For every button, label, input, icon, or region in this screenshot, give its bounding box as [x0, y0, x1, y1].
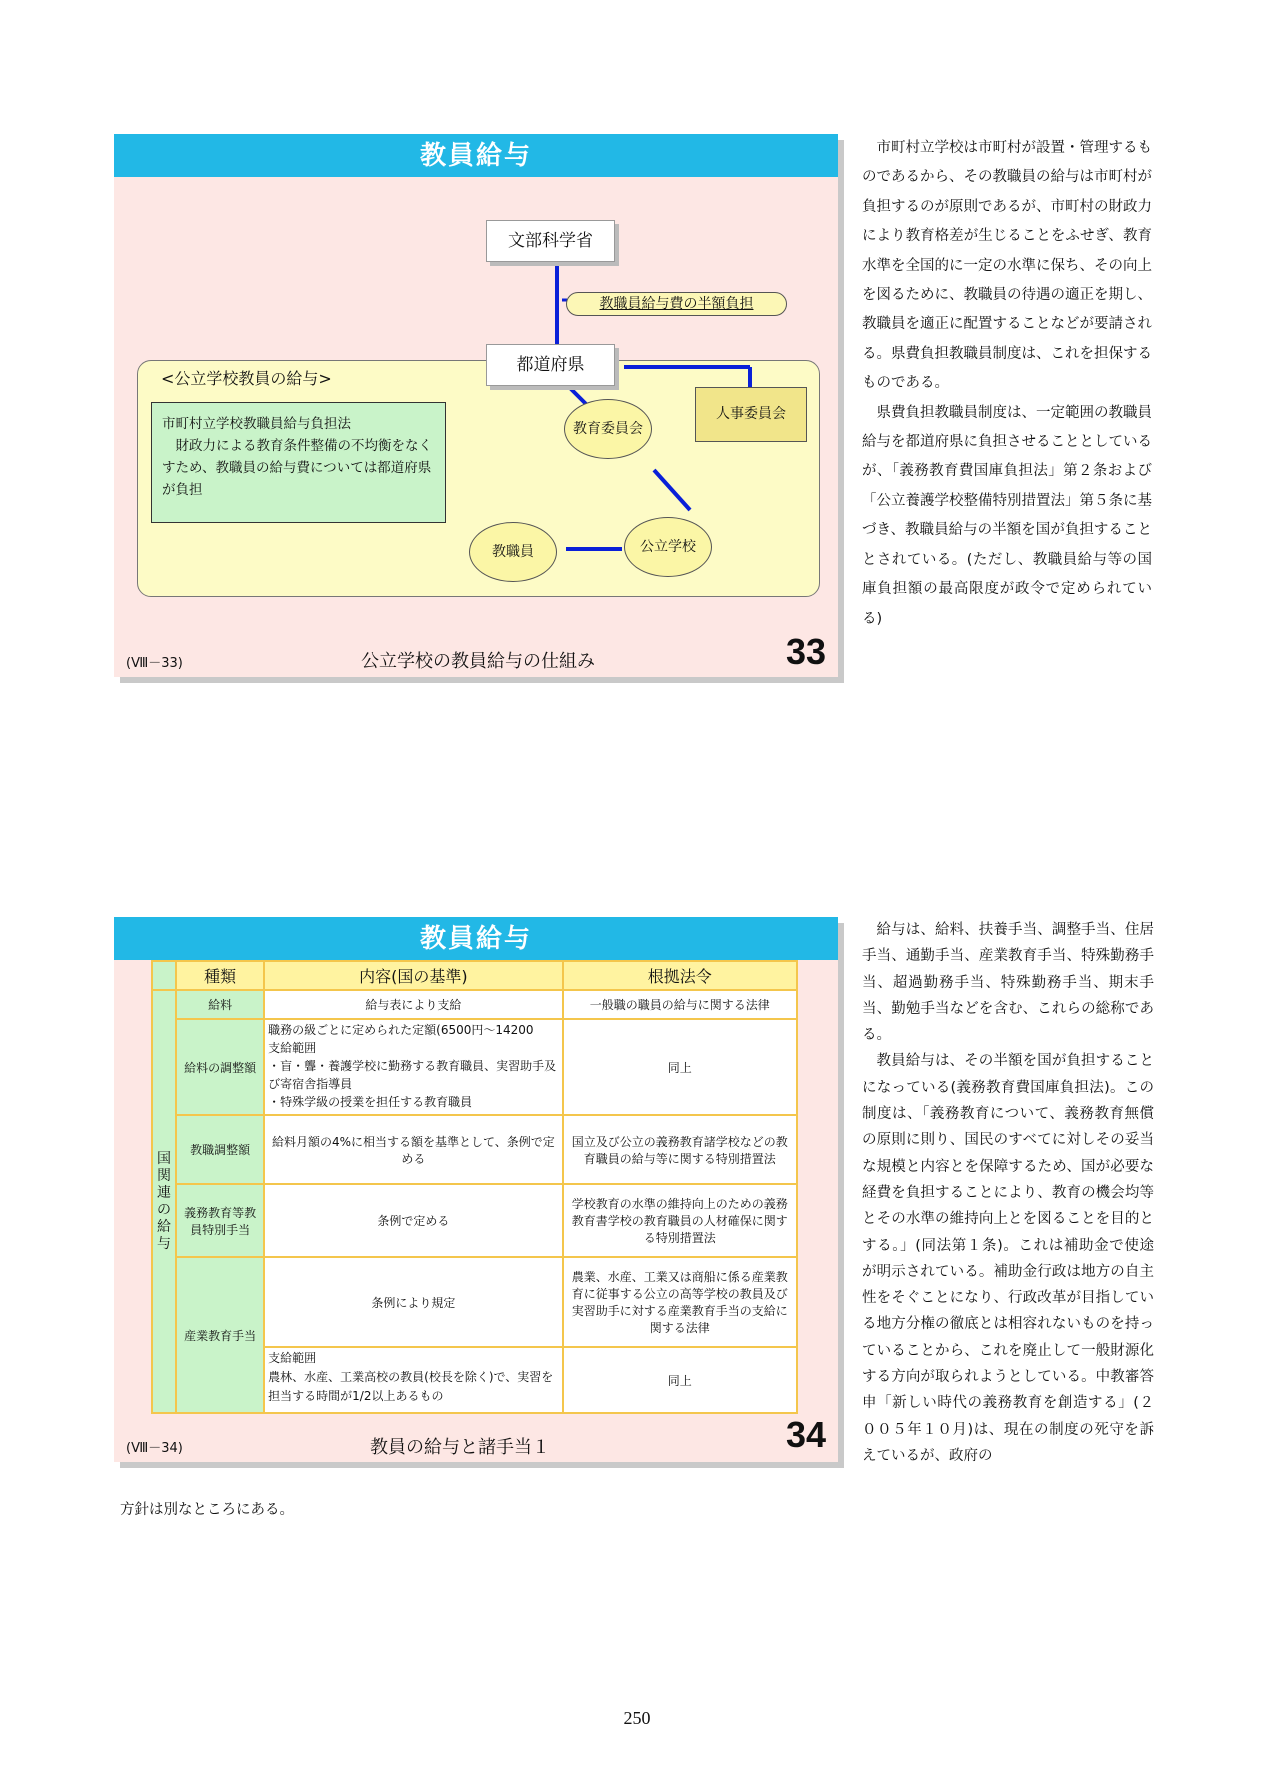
header-corner [152, 961, 176, 990]
header-law: 根拠法令 [563, 961, 797, 990]
staff-ellipse: 教職員 [469, 522, 557, 582]
cell-content: 給与表により支給 [264, 990, 562, 1019]
cell-content: 支給範囲 農林、水産、工業高校の教員(校長を除く)で、実習を担当する時間が1/2以上あるもの [264, 1347, 562, 1413]
table-header-row [152, 961, 797, 990]
cell-kind: 教職調整額 [176, 1115, 264, 1184]
paragraph: 給与は、給料、扶養手当、調整手当、住居手当、通勤手当、産業教育手当、特殊勤務手当、超過勤務手当、特殊勤務手当、期末手当、勤勉手当などを含む、これらの総称である。 [862, 922, 1154, 1044]
personnel-committee-box: 人事委員会 [695, 387, 807, 442]
slide-caption: 教員の給与と諸手当１ [370, 1437, 550, 1458]
salary-table [151, 960, 798, 1414]
law-box-text: 財政力による教育条件整備の不均衡をなくすため、教職員の給与費については都道府県が負担 [162, 438, 432, 498]
half-burden-label: 教職員給与費の半額負担 [566, 292, 787, 316]
cell-kind: 産業教育手当 [176, 1257, 264, 1413]
cell-law: 農業、水産、工業又は商船に係る産業教育に従事する公立の高等学校の教員及び実習助手に対する産業教育手当の支給に関する法律 [563, 1257, 797, 1347]
cell-content: 給料月額の4%に相当する額を基準として、条例で定める [264, 1115, 562, 1184]
cell-content: 職務の級ごとに定められた定額(6500円～14200 支給範囲 ・盲・聾・養護学校に勤務する教育職員、実習助手及び寄宿舎指導員 ・特殊学級の授業を担任する教育職員 [264, 1019, 562, 1115]
cell-law: 同上 [563, 1347, 797, 1413]
table-row [152, 990, 797, 1019]
slide-id: (Ⅷ－34) [126, 1441, 183, 1456]
header-content: 内容(国の基準) [264, 961, 562, 990]
mext-box: 文部科学省 [486, 220, 615, 262]
explanation-text-1 [862, 134, 1152, 634]
cell-kind: 給料 [176, 990, 264, 1019]
cell-law: 学校教育の水準の維持向上のための義務教育書学校の教育職員の人材確保に関する特別措置法 [563, 1184, 797, 1257]
public-school-ellipse: 公立学校 [624, 517, 712, 577]
cell-content: 条例で定める [264, 1184, 562, 1257]
slide-title: 教員給与 [114, 917, 838, 960]
cell-kind: 給料の調整額 [176, 1019, 264, 1115]
law-box-title: 市町村立学校教職員給与負担法 [162, 416, 351, 432]
paragraph-continuation: 方針は別なところにある。 [120, 1502, 294, 1518]
panel-label: <公立学校教員の給与> [161, 369, 332, 388]
paragraph: 教員給与は、その半額を国が負担することになっている(義務教育費国庫負担法)。この制度は、「義務教育について、義務教育無償の原則に則り、国民のすべてに対しその妥当な規模と内容とを保障するため、国が必要な経費を負担することにより、教育の機会均等とその水準の維持向上とを図ることを目的とする。」(同法第１条)。これは補助金で使途が明示されている。補助金行政は地方の自主性をそぐことになり、行政改革が目指している地方分権の徹底とは相容れないものを持っていることから、これを廃止して一般財源化する方向が取られようとしている。中教審答申「新しい時代の義務教育を創造する」(２００５年１０月)は、現在の制度の死守を訴えているが、政府の [862, 1053, 1154, 1464]
cell-law: 国立及び公立の義務教育諸学校などの教育職員の給与等に関する特別措置法 [563, 1115, 797, 1184]
table-row [152, 1184, 797, 1257]
slide-number: 33 [785, 631, 826, 672]
slide-teacher-salary-structure [114, 134, 838, 677]
table-row [152, 1019, 797, 1115]
paragraph: 県費負担教職員制度は、一定範囲の教職員給与を都道府県に負担させることとしているが、「義務教育費国庫負担法」第２条および「公立養護学校整備特別措置法」第５条に基づき、教職員給与の半額を国が負担することとされている。(ただし、教職員給与等の国庫負担額の最高限度が政令で定められている) [862, 404, 1152, 627]
prefecture-box: 都道府県 [486, 344, 615, 386]
table-row [152, 1257, 797, 1347]
law-box [151, 402, 446, 523]
slide-caption: 公立学校の教員給与の仕組み [361, 651, 595, 672]
paragraph: 市町村立学校は市町村が設置・管理するものであるから、その教職員の給与は市町村が負担するのが原則であるが、市町村の財政力により教育格差が生じることをふせぎ、教育水準を全国的に一定の水準に保ち、その向上を図るために、教職員の待遇の適正を期し、教職員を適正に配置することなどが要請される。県費負担教職員制度は、これを担保するものである。 [862, 140, 1152, 392]
cell-content: 条例により規定 [264, 1257, 562, 1347]
page-number: 250 [623, 1708, 651, 1728]
national-salary-side-label: 国関連の給与 [152, 990, 176, 1413]
slide-teacher-salary-allowances [114, 917, 838, 1462]
slide-title: 教員給与 [114, 134, 838, 177]
board-of-education-ellipse: 教育委員会 [564, 399, 652, 459]
table-row [152, 1115, 797, 1184]
cell-kind: 義務教育等教員特別手当 [176, 1184, 264, 1257]
slide-number: 34 [785, 1414, 826, 1455]
slide-id: (Ⅷ－33) [126, 656, 183, 671]
header-kind: 種類 [176, 961, 264, 990]
cell-law: 同上 [563, 1019, 797, 1115]
line-board-school [654, 470, 690, 510]
cell-law: 一般職の職員の給与に関する法律 [563, 990, 797, 1019]
explanation-text-2 [862, 917, 1154, 1469]
